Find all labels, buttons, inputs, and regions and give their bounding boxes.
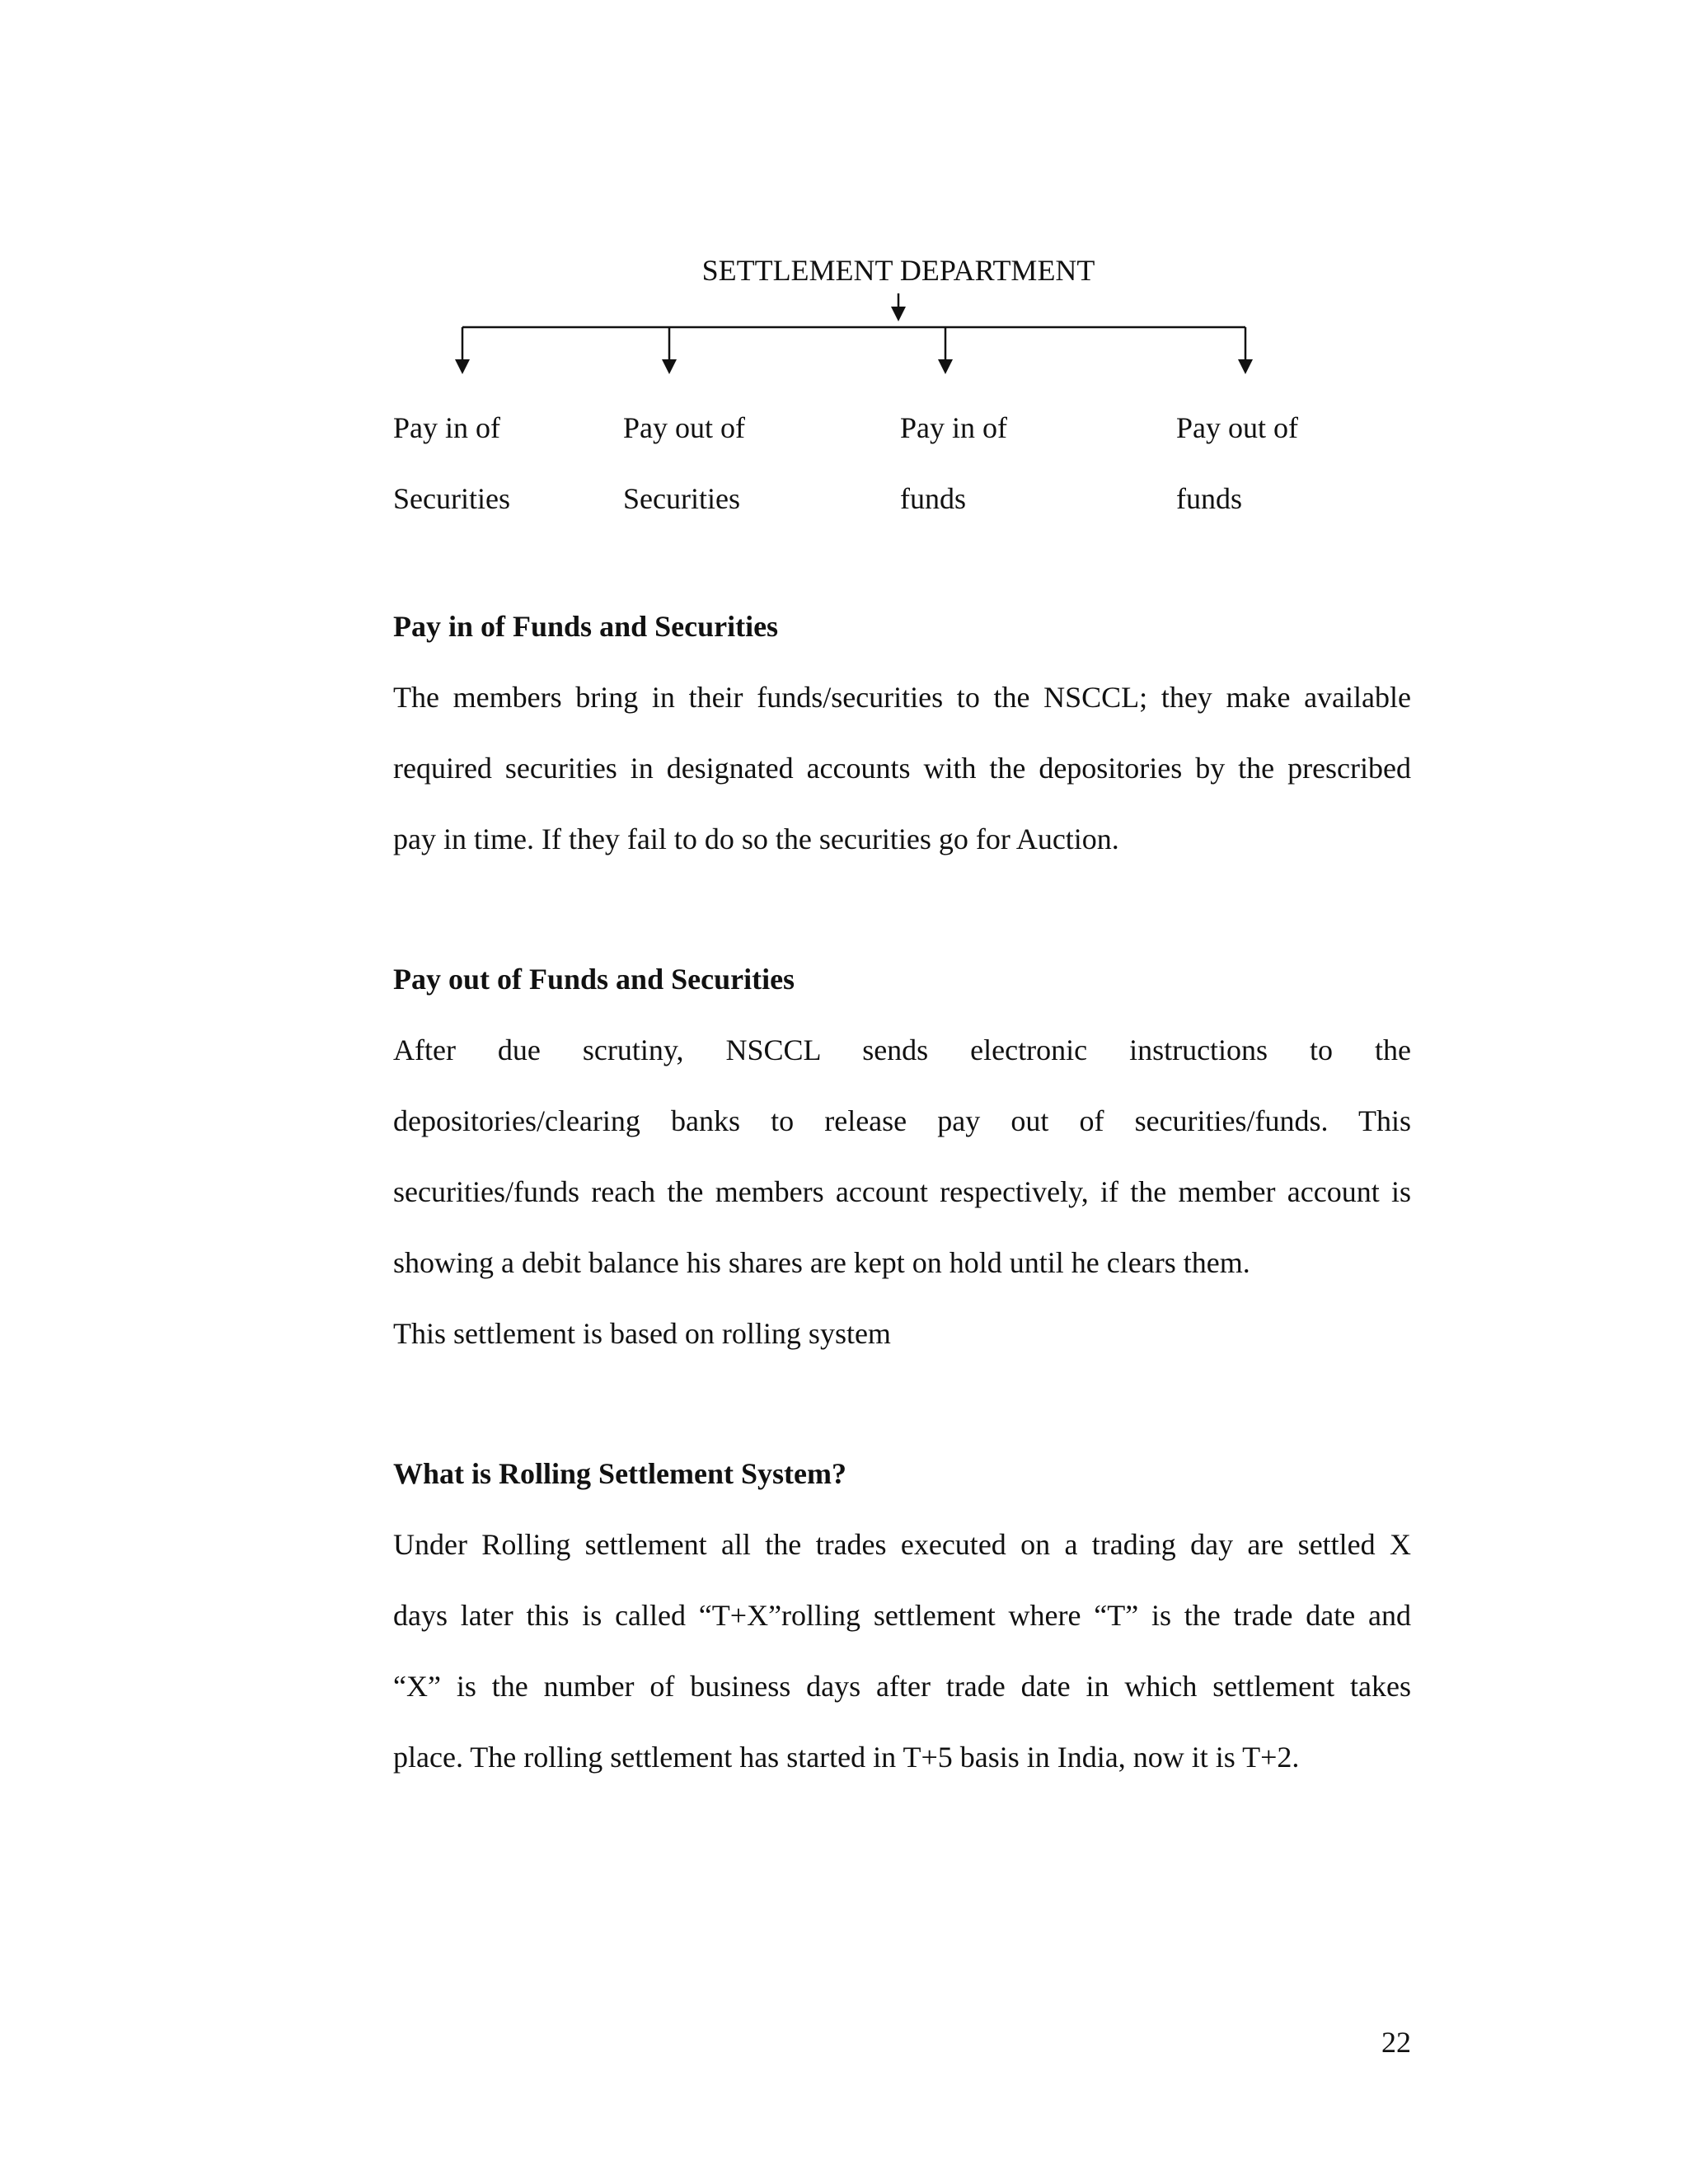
paragraph-line: securities/funds reach the members account respectively, if the member account is [393,1175,1411,1208]
section-heading-pay-in: Pay in of Funds and Securities [393,610,779,643]
section-heading-pay-out: Pay out of Funds and Securities [393,963,795,996]
org-chart-node-pay-in-funds [900,392,1007,534]
paragraph-line: “X” is the number of business days after trade date in which settlement takes [393,1670,1411,1703]
section-body-pay-in [393,662,1411,874]
node-label-line: Pay in of [900,411,1007,444]
page-number: 22 [1381,2026,1411,2059]
node-label-line: Pay in of [393,411,500,444]
paragraph-line: showing a debit balance his shares are kept on hold until he clears them. [393,1246,1250,1279]
paragraph-line: depositories/clearing banks to release pay out of securities/funds. This [393,1104,1411,1137]
org-chart-title: SETTLEMENT DEPARTMENT [701,254,1095,287]
paragraph-line: The members bring in their funds/securities to the NSCCL; they make available [393,681,1411,714]
node-label-line: Pay out of [623,411,745,444]
paragraph-line: Under Rolling settlement all the trades executed on a trading day are settled X [393,1528,1411,1561]
section-heading-rolling-settlement: What is Rolling Settlement System? [393,1457,846,1490]
node-label-line: funds [1176,482,1242,515]
node-label-line: Pay out of [1176,411,1298,444]
branch-arrow-head-1 [455,359,470,374]
branch-arrow-head-2 [662,359,677,374]
org-chart-node-pay-out-funds [1176,392,1298,534]
paragraph-line: days later this is called “T+X”rolling settlement where “T” is the trade date and [393,1599,1411,1632]
paragraph-line: place. The rolling settlement has started in T+5 basis in India, now it is T+2. [393,1741,1300,1774]
section-body-rolling-settlement [393,1509,1411,1793]
section-body-pay-out [393,1015,1411,1369]
branch-arrow-head-4 [1238,359,1253,374]
paragraph-line: After due scrutiny, NSCCL sends electronic instructions to the [393,1033,1411,1066]
org-chart-node-pay-out-securities [623,392,745,534]
node-label-line: Securities [623,482,740,515]
paragraph-line: This settlement is based on rolling system [393,1317,891,1350]
paragraph-line: pay in time. If they fail to do so the securities go for Auction. [393,823,1119,855]
node-label-line: Securities [393,482,510,515]
title-arrow-head [891,307,906,321]
paragraph-line: required securities in designated accounts with the depositories by the prescribed [393,752,1411,785]
branch-arrow-head-3 [938,359,953,374]
node-label-line: funds [900,482,966,515]
org-chart-node-pay-in-securities [393,392,510,534]
